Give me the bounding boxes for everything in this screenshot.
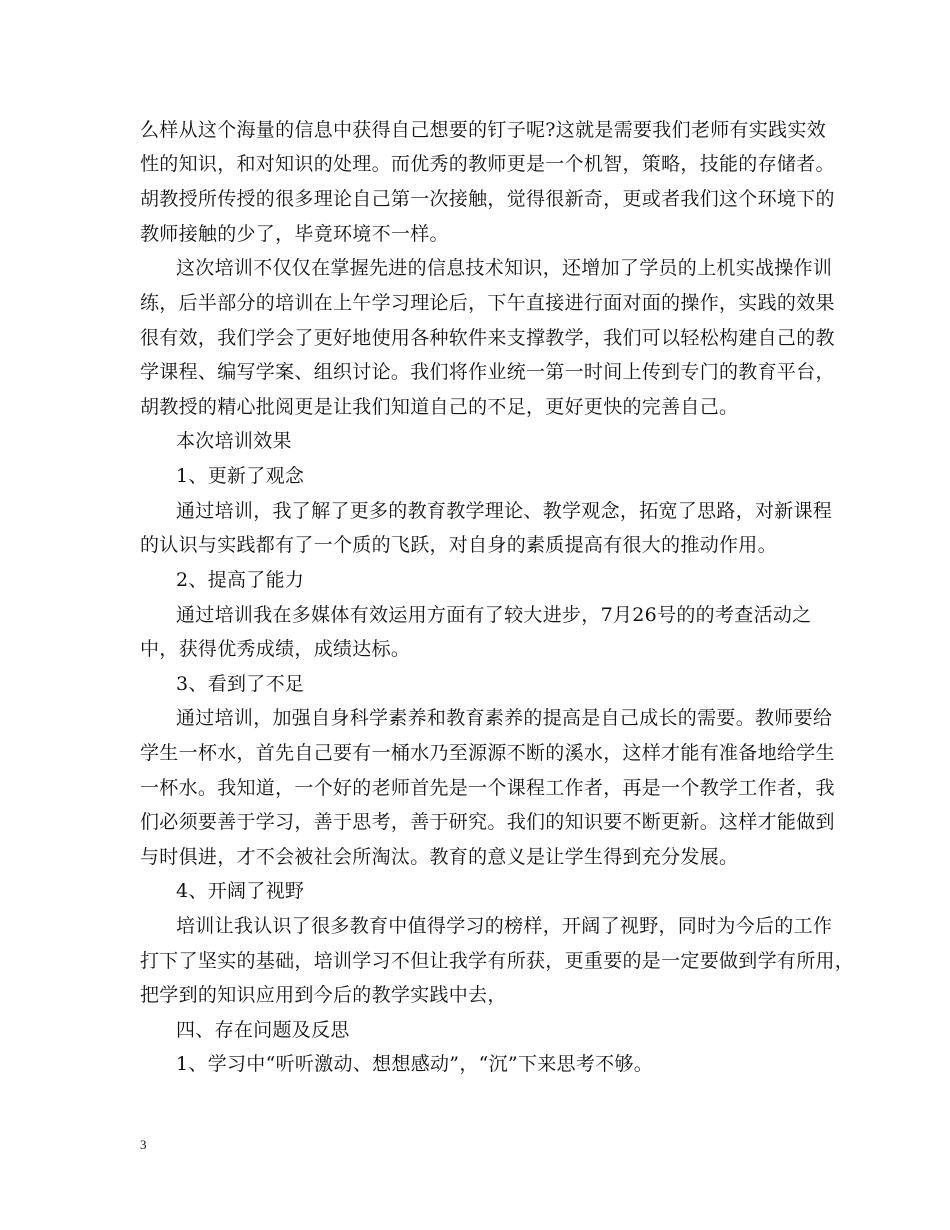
text-line: 打下了坚实的基础，培训学习不但让我学有所获，更重要的是一定要做到学有所用， xyxy=(140,950,855,972)
page-number: 3 xyxy=(140,1137,147,1152)
section-heading: 四、存在问题及反思 xyxy=(176,1019,350,1041)
text-line: 学课程、编写学案、组织讨论。我们将作业统一第一时间上传到专门的教育平台， xyxy=(140,361,835,383)
paragraph-start: 这次培训不仅仅在掌握先进的信息技术知识，还增加了学员的上机实战操作训 xyxy=(176,257,833,279)
subheading: 4、开阔了视野 xyxy=(176,880,305,902)
text-line: 学生一杯水，首先自己要有一桶水乃至源源不断的溪水，这样才能有准备地给学生 xyxy=(140,742,835,764)
text-line: 中，获得优秀成绩，成绩达标。 xyxy=(140,638,411,660)
text-line: 与时俱进，才不会被社会所淘汰。教育的意义是让学生得到充分发展。 xyxy=(140,846,739,868)
text-line: 胡教授所传授的很多理论自己第一次接触，觉得很新奇，更或者我们这个环境下的 xyxy=(140,188,835,210)
paragraph-start: 通过培训，我了解了更多的教育教学理论、教学观念，拓宽了思路，对新课程 xyxy=(176,500,833,522)
subheading: 2、提高了能力 xyxy=(176,569,305,591)
text-line: 很有效，我们学会了更好地使用各种软件来支撑教学，我们可以轻松构建自己的教 xyxy=(140,327,835,349)
text-line: 把学到的知识应用到今后的教学实践中去， xyxy=(140,984,507,1006)
paragraph-start: 通过培训，加强自身科学素养和教育素养的提高是自己成长的需要。教师要给 xyxy=(176,707,833,729)
text-line: 们必须要善于学习，善于思考，善于研究。我们的知识要不断更新。这样才能做到 xyxy=(140,811,835,833)
section-heading: 本次培训效果 xyxy=(176,430,292,452)
text-line: 一杯水。我知道，一个好的老师首先是一个课程工作者，再是一个教学工作者，我 xyxy=(140,777,835,799)
subheading: 1、更新了观念 xyxy=(176,465,305,487)
paragraph-start: 培训让我认识了很多教育中值得学习的榜样，开阔了视野，同时为今后的工作 xyxy=(176,915,833,937)
text-line: 么样从这个海量的信息中获得自己想要的钉子呢?这就是需要我们老师有实践实效 xyxy=(140,119,826,141)
text-line: 的认识与实践都有了一个质的飞跃，对自身的素质提高有很大的推动作用。 xyxy=(140,534,777,556)
text-line: 1、学习中“听听激动、想想感动”，“沉”下来思考不够。 xyxy=(176,1053,654,1075)
subheading: 3、看到了不足 xyxy=(176,673,305,695)
text-line: 胡教授的精心批阅更是让我们知道自己的不足，更好更快的完善自己。 xyxy=(140,396,739,418)
text-line: 练，后半部分的培训在上午学习理论后，下午直接进行面对面的操作，实践的效果 xyxy=(140,292,835,314)
paragraph-start: 通过培训我在多媒体有效运用方面有了较大进步，7月26号的的考查活动之 xyxy=(176,604,812,626)
text-line: 教师接触的少了，毕竟环境不一样。 xyxy=(140,223,449,245)
text-line: 性的知识，和对知识的处理。而优秀的教师更是一个机智，策略，技能的存储者。 xyxy=(140,153,835,175)
